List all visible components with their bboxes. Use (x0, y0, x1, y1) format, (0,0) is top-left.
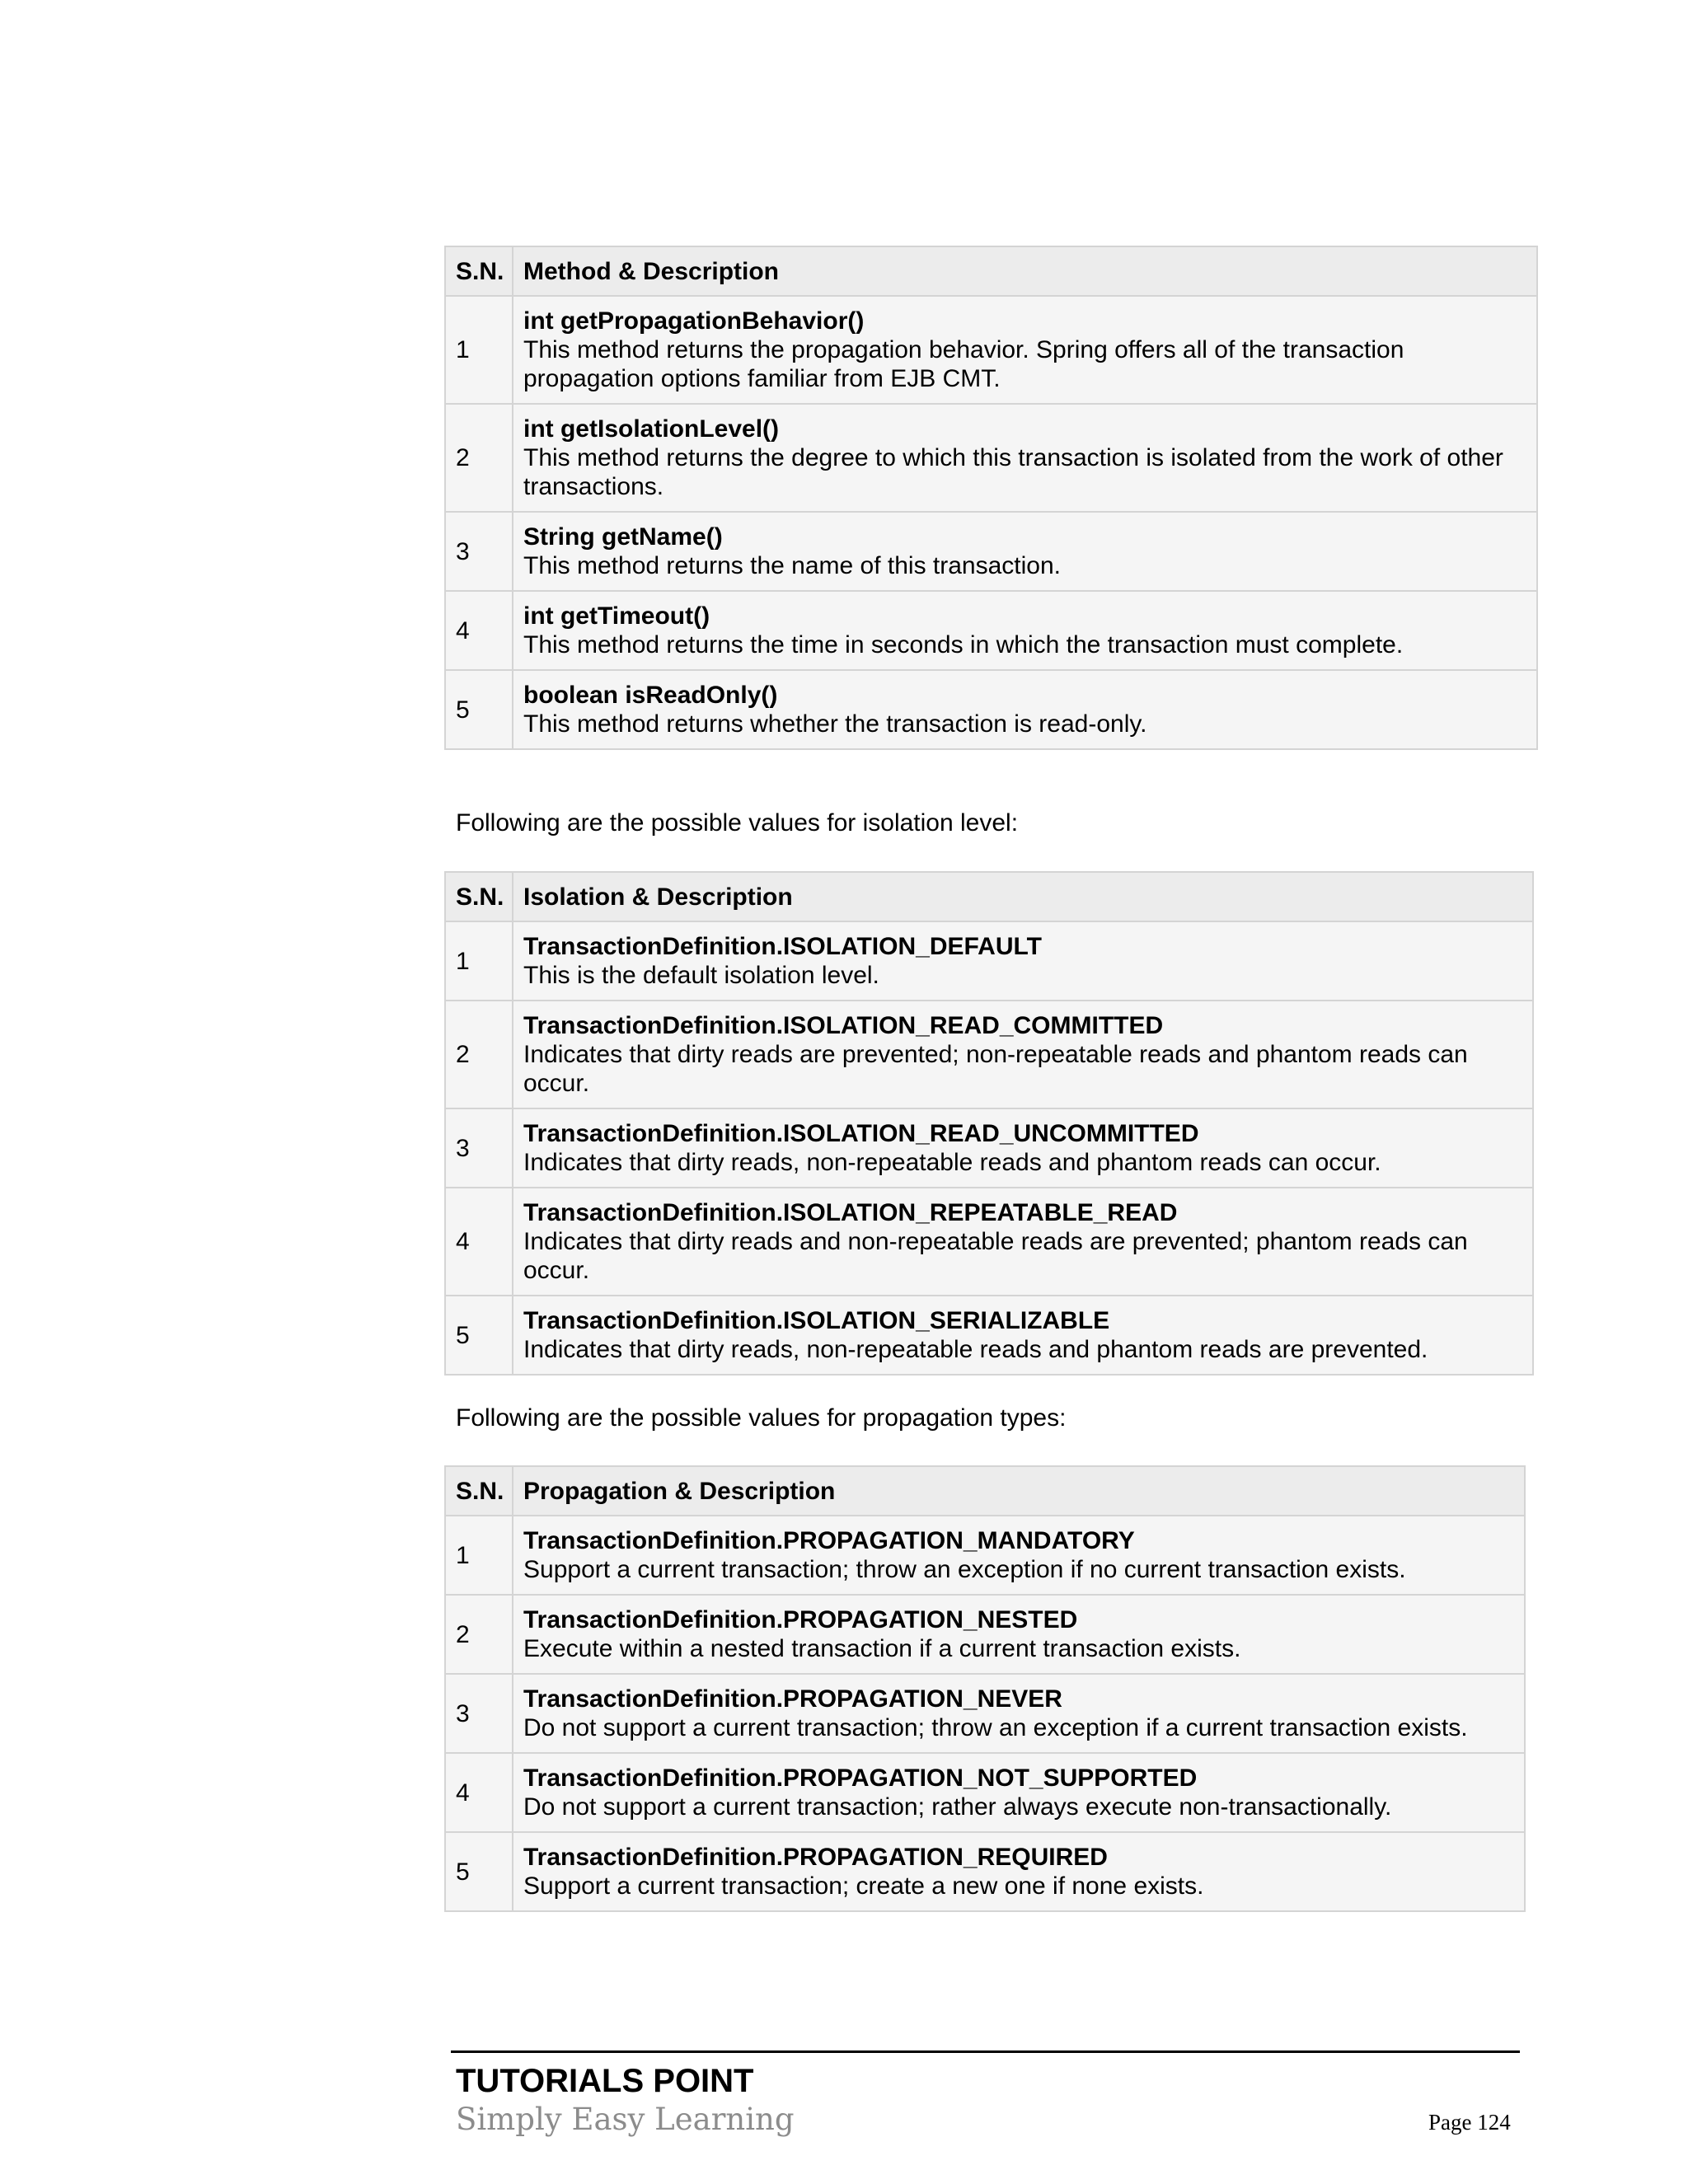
row-number: 1 (445, 1516, 513, 1595)
propagation-constant: TransactionDefinition.PROPAGATION_REQUIRED (523, 1844, 1108, 1871)
table-row (445, 512, 1537, 591)
propagation-cell (513, 1674, 1525, 1753)
propagation-description-column-header: Propagation & Description (513, 1466, 1525, 1516)
propagation-cell (513, 1516, 1525, 1595)
isolation-cell (513, 1001, 1533, 1108)
row-number: 4 (445, 1188, 513, 1296)
row-number: 5 (445, 670, 513, 749)
propagation-description: Support a current transaction; create a new one if none exists. (523, 1872, 1204, 1900)
table-row (445, 1516, 1525, 1595)
method-cell (513, 591, 1537, 670)
row-number: 3 (445, 512, 513, 591)
methods-table-header-row (445, 246, 1537, 296)
table-row (445, 1188, 1533, 1296)
isolation-description: Indicates that dirty reads are prevented; non-repeatable reads and phantom reads can occur. (523, 1041, 1468, 1097)
isolation-constant: TransactionDefinition.ISOLATION_READ_COMMITTED (523, 1012, 1164, 1039)
isolation-constant: TransactionDefinition.ISOLATION_REPEATABLE_READ (523, 1199, 1178, 1226)
row-number: 5 (445, 1296, 513, 1375)
isolation-intro-text: Following are the possible values for isolation level: (456, 809, 1019, 837)
row-number: 3 (445, 1674, 513, 1753)
isolation-constant: TransactionDefinition.ISOLATION_READ_UNCOMMITTED (523, 1120, 1199, 1147)
table-row (445, 1753, 1525, 1832)
isolation-description: Indicates that dirty reads, non-repeatable reads and phantom reads can occur. (523, 1149, 1381, 1176)
method-description: This method returns the propagation behavior. Spring offers all of the transaction propagation options familiar from EJB CMT. (523, 336, 1404, 392)
propagation-description: Execute within a nested transaction if a current transaction exists. (523, 1635, 1241, 1662)
table-row (445, 1108, 1533, 1188)
propagation-cell (513, 1832, 1525, 1911)
isolation-cell (513, 921, 1533, 1001)
sn-column-header: S.N. (445, 1466, 513, 1516)
method-name: int getTimeout() (523, 602, 710, 630)
table-row (445, 1674, 1525, 1753)
footer-tagline: Simply Easy Learning (456, 2102, 795, 2137)
isolation-table (444, 871, 1534, 1376)
isolation-cell (513, 1296, 1533, 1375)
row-number: 3 (445, 1108, 513, 1188)
table-row (445, 1595, 1525, 1674)
table-row (445, 670, 1537, 749)
sn-column-header: S.N. (445, 872, 513, 921)
method-cell (513, 512, 1537, 591)
table-row (445, 921, 1533, 1001)
propagation-cell (513, 1753, 1525, 1832)
propagation-description: Do not support a current transaction; rather always execute non-transactionally. (523, 1793, 1392, 1821)
row-number: 4 (445, 1753, 513, 1832)
isolation-constant: TransactionDefinition.ISOLATION_DEFAULT (523, 933, 1042, 960)
method-name: int getPropagationBehavior() (523, 307, 865, 335)
row-number: 1 (445, 296, 513, 404)
method-name: int getIsolationLevel() (523, 415, 780, 443)
row-number: 4 (445, 591, 513, 670)
table-row (445, 1001, 1533, 1108)
isolation-description: Indicates that dirty reads, non-repeatable reads and phantom reads are prevented. (523, 1336, 1428, 1363)
isolation-description-column-header: Isolation & Description (513, 872, 1533, 921)
table-row (445, 591, 1537, 670)
propagation-cell (513, 1595, 1525, 1674)
method-description: This method returns the time in seconds in which the transaction must complete. (523, 631, 1404, 658)
table-row (445, 296, 1537, 404)
table-row (445, 1296, 1533, 1375)
propagation-constant: TransactionDefinition.PROPAGATION_NEVER (523, 1685, 1062, 1713)
page-number: Page 124 (1428, 2110, 1511, 2135)
propagation-table-header-row (445, 1466, 1525, 1516)
footer-brand: TUTORIALS POINT (456, 2063, 754, 2099)
method-description: This method returns the name of this transaction. (523, 552, 1061, 579)
method-name: boolean isReadOnly() (523, 682, 778, 709)
propagation-intro-text: Following are the possible values for propagation types: (456, 1404, 1067, 1432)
isolation-table-header-row (445, 872, 1533, 921)
row-number: 2 (445, 1595, 513, 1674)
methods-table (444, 246, 1538, 750)
method-description: This method returns whether the transaction is read-only. (523, 710, 1147, 738)
isolation-description: Indicates that dirty reads and non-repeatable reads are prevented; phantom reads can occur. (523, 1228, 1468, 1284)
method-name: String getName() (523, 523, 723, 551)
row-number: 5 (445, 1832, 513, 1911)
propagation-table (444, 1465, 1526, 1912)
method-cell (513, 670, 1537, 749)
propagation-constant: TransactionDefinition.PROPAGATION_NESTED (523, 1606, 1078, 1633)
method-cell (513, 296, 1537, 404)
table-row (445, 404, 1537, 512)
propagation-constant: TransactionDefinition.PROPAGATION_MANDATORY (523, 1527, 1135, 1554)
row-number: 2 (445, 404, 513, 512)
footer-divider (451, 2050, 1520, 2053)
isolation-description: This is the default isolation level. (523, 962, 879, 989)
isolation-constant: TransactionDefinition.ISOLATION_SERIALIZABLE (523, 1307, 1110, 1334)
isolation-cell (513, 1108, 1533, 1188)
table-row (445, 1832, 1525, 1911)
propagation-description: Support a current transaction; throw an exception if no current transaction exists. (523, 1556, 1406, 1583)
method-description-column-header: Method & Description (513, 246, 1537, 296)
row-number: 2 (445, 1001, 513, 1108)
propagation-description: Do not support a current transaction; throw an exception if a current transaction exists. (523, 1714, 1468, 1741)
propagation-constant: TransactionDefinition.PROPAGATION_NOT_SUPPORTED (523, 1765, 1198, 1792)
method-cell (513, 404, 1537, 512)
row-number: 1 (445, 921, 513, 1001)
isolation-cell (513, 1188, 1533, 1296)
sn-column-header: S.N. (445, 246, 513, 296)
method-description: This method returns the degree to which this transaction is isolated from the work of other transactions. (523, 444, 1503, 500)
